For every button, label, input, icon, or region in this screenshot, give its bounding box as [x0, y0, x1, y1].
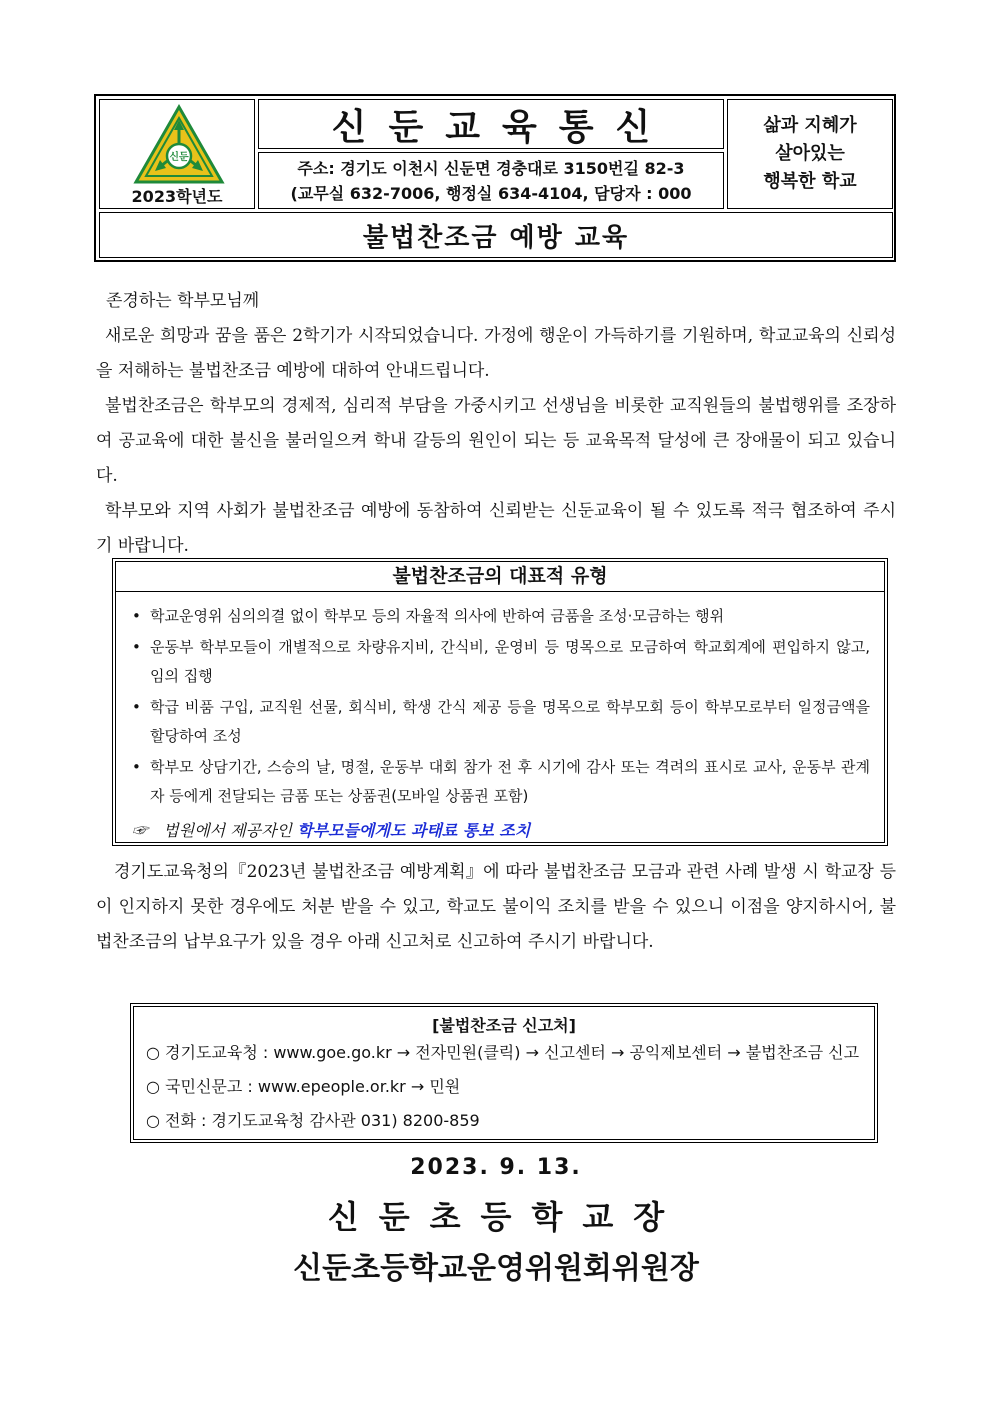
- motto-cell: [727, 99, 893, 209]
- committee-chair-signature: 신둔초등학교운영위원회위원장: [293, 1251, 699, 1286]
- list-item-text: 운동부 학부모들이 개별적으로 차량유지비, 간식비, 운영비 등 명목으로 모금하여 학교회계에 편입하지 않고, 임의 집행: [150, 638, 870, 685]
- newsletter-title: 신둔교육통신: [331, 106, 673, 148]
- notice-text: [96, 855, 896, 960]
- penalty-note: [132, 818, 530, 841]
- list-item: [128, 693, 870, 751]
- motto-line-1: 삶과 지혜가: [763, 115, 857, 136]
- paragraph: 불법찬조금은 학부모의 경제적, 심리적 부담을 가중시키고 선생님을 비롯한 교직원들의 불법행위를 조장하여 공교육에 대한 불신을 불러일으켜 학내 갈등의 원인이 되는 등 교육목적 달성에 큰 장애물이 되고 있습니다.: [96, 396, 896, 486]
- address-line: 주소: 경기도 이천시 신둔면 경충대로 3150번길 82-3: [297, 158, 685, 178]
- school-year: 2023학년도: [131, 187, 223, 206]
- report-item: ○ 국민신문고 : www.epeople.or.kr → 민원: [146, 1077, 461, 1096]
- report-item: ○ 전화 : 경기도교육청 감사관 031) 8200-859: [146, 1111, 480, 1130]
- subject-title: 불법찬조금 예방 교육: [362, 222, 630, 253]
- motto-line-2: 살아있는: [775, 143, 845, 164]
- bullet-icon: •: [132, 758, 141, 776]
- note-highlight: 학부모들에게도 과태료 통보 조치: [297, 821, 531, 840]
- list-item: [128, 633, 870, 691]
- types-box-title: 불법찬조금의 대표적 유형: [116, 562, 884, 592]
- subject-cell: [99, 212, 893, 258]
- note-prefix: 법원에서 제공자인: [163, 821, 293, 840]
- list-item: [128, 753, 870, 811]
- contact-line: (교무실 632-7006, 행정실 634-4104, 담당자 : 000: [290, 183, 692, 203]
- bullet-icon: •: [132, 607, 141, 625]
- logo-text: 신둔: [169, 152, 189, 163]
- report-box-title: [불법찬조금 신고처]: [432, 1016, 576, 1035]
- list-item: [128, 602, 870, 631]
- bullet-icon: •: [132, 698, 141, 716]
- paragraph: 학부모와 지역 사회가 불법찬조금 예방에 동참하여 신뢰받는 신둔교육이 될 수 있도록 적극 협조하여 주시기 바랍니다.: [96, 501, 896, 556]
- list-item-text: 학교운영위 심의의결 없이 학부모 등의 자율적 의사에 반하여 금품을 조성·모금하는 행위: [150, 607, 725, 625]
- paragraph: 새로운 희망과 꿈을 품은 2학기가 시작되었습니다. 가정에 행운이 가득하기를 기원하며, 학교교육의 신뢰성을 저해하는 불법찬조금 예방에 대하여 안내드립니다.: [96, 326, 896, 381]
- report-item: ○ 경기도교육청 : www.goe.go.kr → 전자민원(클릭) → 신고센터 → 공익제보센터 → 불법찬조금 신고: [146, 1043, 860, 1062]
- report-contacts-box: [130, 1003, 878, 1143]
- list-item-text: 학부모 상담기간, 스승의 날, 명절, 운동부 대회 참가 전 후 시기에 감사 또는 격려의 표시로 교사, 운동부 관계자 등에게 전달되는 금품 또는 상품권(모바일 상품권 포함): [150, 758, 870, 805]
- school-emblem-icon: [133, 104, 225, 186]
- title-cell: [258, 99, 724, 149]
- list-item-text: 학급 비품 구입, 교직원 선물, 회식비, 학생 간식 제공 등을 명목으로 학부모회 등이 학부모로부터 일정금액을 할당하여 조성: [150, 698, 870, 745]
- pointing-hand-icon: ☞: [132, 821, 149, 840]
- motto-line-3: 행복한 학교: [763, 171, 857, 192]
- newsletter-header: [94, 94, 896, 262]
- report-inner-frame: [133, 1006, 875, 1140]
- bullet-icon: •: [132, 638, 141, 656]
- principal-signature: 신둔초등학교장: [327, 1198, 685, 1236]
- school-logo-cell: [99, 99, 255, 209]
- types-list: [128, 602, 870, 811]
- intro-text: [96, 319, 896, 564]
- greeting: 존경하는 학부모님께: [106, 291, 260, 311]
- illegal-donation-types-box: [112, 558, 888, 846]
- address-cell: [258, 152, 724, 209]
- issue-date: 2023. 9. 13.: [410, 1155, 582, 1180]
- types-inner-frame: [115, 561, 885, 843]
- paragraph: 경기도교육청의『2023년 불법찬조금 예방계획』에 따라 불법찬조금 모금과 관련 사례 발생 시 학교장 등이 인지하지 못한 경우에도 처분 받을 수 있고, 학교도 불이익 조치를 받을 수 있으니 이점을 양지하시어, 불법찬조금의 납부요구가 있을 경우 아래 신고처로 신고하여 주시기 바랍니다.: [96, 862, 896, 952]
